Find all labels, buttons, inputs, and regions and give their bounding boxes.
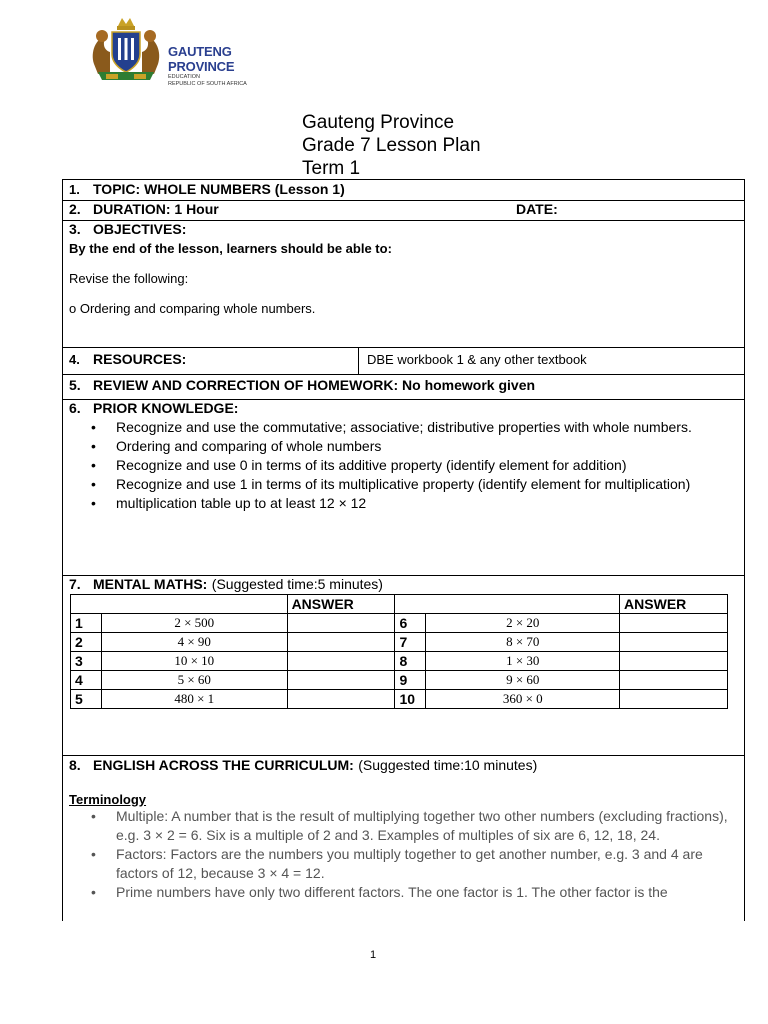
list-item: • multiplication table up to at least 12 × 12 [91, 495, 367, 511]
english-time: (Suggested time:10 minutes) [358, 757, 538, 773]
objectives-row [63, 221, 744, 348]
mental-maths-table [70, 594, 728, 709]
homework-number: 5. [69, 377, 81, 393]
logo-subtitle-2: REPUBLIC OF SOUTH AFRICA [168, 81, 247, 87]
list-item: • Multiple: A number that is the result of multiplying together two other numbers (excluding fractions), e.g. 3 × 2 = 6. Six is a multiple of 2 and 3. Examples of multiples of six are 6, 12, 18, 24. [91, 808, 728, 843]
resources-value: DBE workbook 1 & any other textbook [367, 352, 587, 367]
logo-title: GAUTENG PROVINCE [168, 44, 235, 74]
objectives-number: 3. [69, 221, 81, 237]
heading-grade: Grade 7 Lesson Plan [302, 135, 481, 156]
list-item: • Factors: Factors are the numbers you multiply together to get another number, e.g. 3 and 4 are factors of 12, because 3 × 4 = 12. [91, 846, 703, 881]
prior-list [63, 418, 744, 513]
logo-subtitle-1: EDUCATION [168, 74, 200, 80]
date-label: DATE: [516, 201, 558, 217]
answer-header-1: ANSWER [287, 595, 395, 614]
answer-header-2: ANSWER [620, 595, 728, 614]
terminology-heading: Terminology [69, 792, 147, 807]
table-row: 1 2 × 500 6 2 × 20 [71, 614, 728, 633]
answer-cell[interactable] [287, 614, 395, 633]
lesson-plan-table [62, 179, 745, 921]
answer-cell[interactable] [287, 652, 395, 671]
answer-cell[interactable] [620, 671, 728, 690]
mental-maths-row [63, 576, 744, 756]
english-row [63, 756, 744, 921]
list-item: • Prime numbers have only two different factors. The one factor is 1. The other factor is the [91, 884, 668, 900]
duration-row [63, 201, 744, 221]
english-number: 8. [69, 757, 81, 773]
gauteng-logo [88, 14, 298, 86]
homework-row [63, 375, 744, 400]
list-item: • Ordering and comparing of whole numbers [91, 438, 382, 454]
topic-row [63, 180, 744, 201]
terminology-list [63, 807, 744, 902]
prior-label: PRIOR KNOWLEDGE: [93, 400, 239, 416]
heading-province: Gauteng Province [302, 112, 455, 133]
table-row: 5 480 × 1 10 360 × 0 [71, 690, 728, 709]
resources-row [63, 348, 744, 375]
prior-knowledge-row [63, 400, 744, 576]
table-header-row [71, 595, 728, 614]
topic-label: TOPIC: WHOLE NUMBERS (Lesson 1) [93, 181, 345, 197]
list-item: • Recognize and use 0 in terms of its additive property (identify element for addition) [91, 457, 627, 473]
page-number: 1 [370, 949, 377, 961]
heading-term: Term 1 [302, 158, 361, 179]
table-row: 3 10 × 10 8 1 × 30 [71, 652, 728, 671]
mental-time: (Suggested time:5 minutes) [211, 576, 383, 592]
objectives-intro: By the end of the lesson, learners should be able to: [69, 241, 392, 256]
prior-number: 6. [69, 400, 81, 416]
list-item: • Recognize and use 1 in terms of its multiplicative property (identify element for multiplication) [91, 476, 691, 492]
duration-label: DURATION: 1 Hour [93, 201, 219, 217]
table-row: 4 5 × 60 9 9 × 60 [71, 671, 728, 690]
objectives-item: o Ordering and comparing whole numbers. [69, 301, 316, 316]
resources-label: RESOURCES: [93, 351, 187, 367]
answer-cell[interactable] [620, 690, 728, 709]
duration-number: 2. [69, 201, 81, 217]
mental-label: MENTAL MATHS: [93, 576, 208, 592]
english-label: ENGLISH ACROSS THE CURRICULUM: [93, 757, 354, 773]
topic-number: 1. [69, 182, 80, 197]
logo-text [168, 44, 298, 88]
answer-cell[interactable] [620, 633, 728, 652]
homework-label: REVIEW AND CORRECTION OF HOMEWORK: No homework given [93, 377, 536, 393]
answer-cell[interactable] [287, 633, 395, 652]
table-row: 2 4 × 90 7 8 × 70 [71, 633, 728, 652]
mental-number: 7. [69, 576, 81, 592]
objectives-label: OBJECTIVES: [93, 221, 187, 237]
answer-cell[interactable] [287, 690, 395, 709]
resources-number: 4. [69, 352, 80, 367]
answer-cell[interactable] [287, 671, 395, 690]
answer-cell[interactable] [620, 614, 728, 633]
answer-cell[interactable] [620, 652, 728, 671]
objectives-revise: Revise the following: [69, 271, 189, 286]
resources-divider [358, 348, 359, 374]
document-heading [302, 111, 481, 180]
list-item: • Recognize and use the commutative; associative; distributive properties with whole numbers. [91, 419, 692, 435]
coat-of-arms-icon [88, 14, 164, 84]
